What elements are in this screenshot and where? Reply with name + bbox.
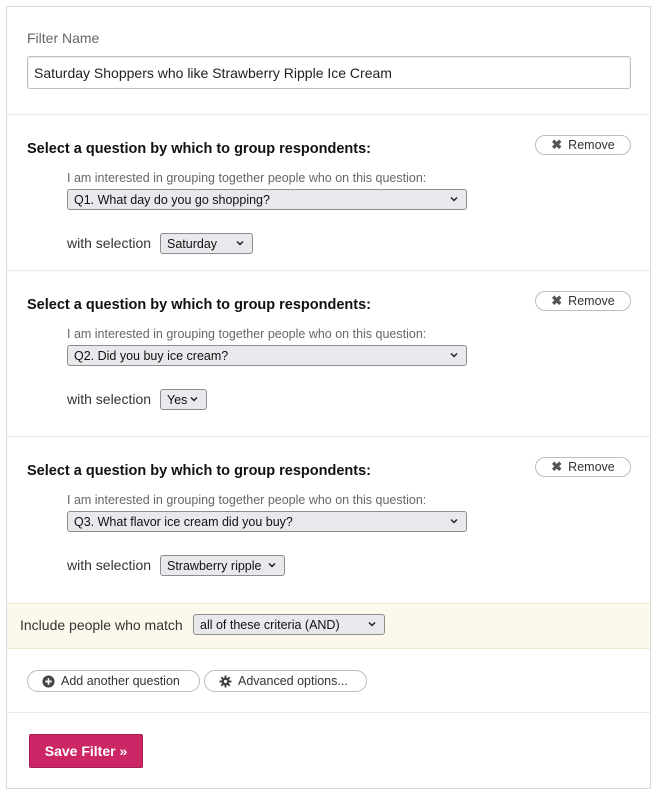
chevron-down-icon xyxy=(448,515,460,527)
question-hint: I am interested in grouping together people who on this question: xyxy=(67,327,427,341)
question-select-value: Q3. What flavor ice cream did you buy? xyxy=(74,514,293,529)
save-filter-button[interactable]: Save Filter » xyxy=(29,734,143,768)
selection-select[interactable] xyxy=(160,555,285,576)
remove-button[interactable] xyxy=(535,291,631,311)
selection-select[interactable] xyxy=(160,389,207,410)
question-select[interactable] xyxy=(67,189,467,210)
match-criteria-section xyxy=(7,603,650,649)
question-block-title: Select a question by which to group respondents: xyxy=(27,297,372,313)
add-question-button[interactable] xyxy=(27,670,200,692)
close-icon: ✖ xyxy=(551,459,563,474)
selection-label: with selection xyxy=(67,557,152,573)
question-block-title: Select a question by which to group respondents: xyxy=(27,141,372,157)
question-hint: I am interested in grouping together people who on this question: xyxy=(67,493,427,507)
question-select-value: Q2. Did you buy ice cream? xyxy=(74,348,229,363)
close-icon: ✖ xyxy=(551,293,563,308)
selection-label: with selection xyxy=(67,235,152,251)
add-question-label: Add another question xyxy=(61,674,180,688)
remove-button-label: Remove xyxy=(568,294,615,308)
filter-name-section xyxy=(7,7,650,115)
filter-name-input[interactable] xyxy=(27,56,631,89)
remove-button[interactable] xyxy=(535,457,631,477)
selection-select-value: Yes xyxy=(167,392,188,407)
match-criteria-value: all of these criteria (AND) xyxy=(200,617,340,632)
question-select-value: Q1. What day do you go shopping? xyxy=(74,192,270,207)
plus-circle-icon xyxy=(42,675,55,688)
match-criteria-label: Include people who match xyxy=(20,617,183,633)
question-hint: I am interested in grouping together people who on this question: xyxy=(67,171,427,185)
chevron-down-icon xyxy=(188,393,200,405)
remove-button[interactable] xyxy=(535,135,631,155)
filter-panel xyxy=(6,6,651,789)
selection-select-value: Strawberry ripple xyxy=(167,558,262,573)
selection-select-value: Saturday xyxy=(167,236,218,251)
close-icon: ✖ xyxy=(551,137,563,152)
actions-section xyxy=(7,649,650,713)
chevron-down-icon xyxy=(366,618,378,630)
remove-button-label: Remove xyxy=(568,138,615,152)
selection-select[interactable] xyxy=(160,233,253,254)
chevron-down-icon xyxy=(448,193,460,205)
chevron-down-icon xyxy=(448,349,460,361)
selection-label: with selection xyxy=(67,391,152,407)
question-select[interactable] xyxy=(67,345,467,366)
chevron-down-icon xyxy=(266,559,278,571)
gear-icon xyxy=(219,675,232,688)
question-block-3 xyxy=(7,437,650,603)
question-block-2 xyxy=(7,271,650,437)
match-criteria-select[interactable] xyxy=(193,614,385,635)
question-block-1 xyxy=(7,115,650,271)
question-select[interactable] xyxy=(67,511,467,532)
advanced-options-button[interactable] xyxy=(204,670,367,692)
question-block-title: Select a question by which to group respondents: xyxy=(27,463,372,479)
advanced-options-label: Advanced options... xyxy=(238,674,348,688)
chevron-down-icon xyxy=(234,237,246,249)
filter-name-label: Filter Name xyxy=(27,30,100,46)
remove-button-label: Remove xyxy=(568,460,615,474)
